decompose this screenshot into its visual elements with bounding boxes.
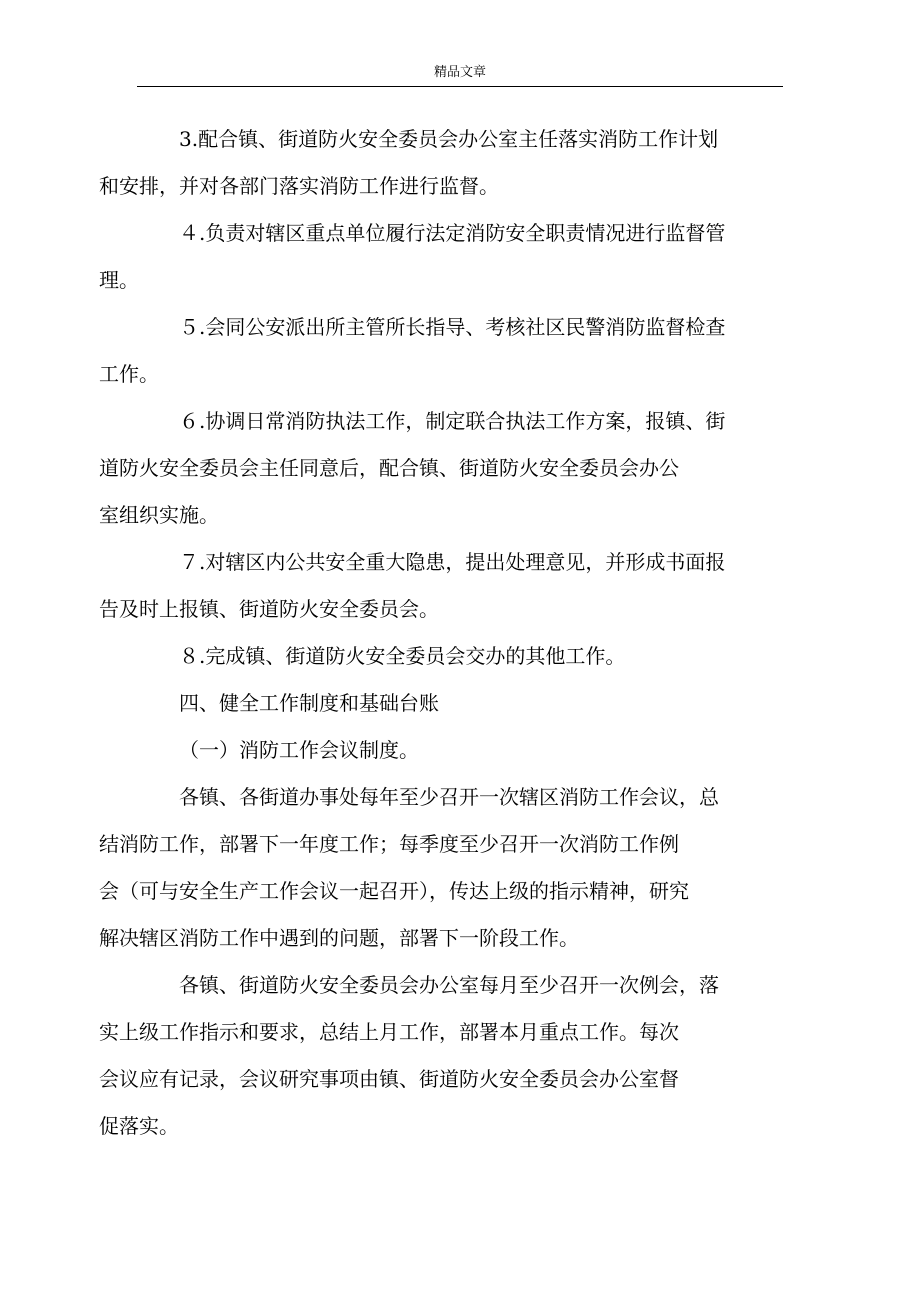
paragraph-line: 实上级工作指示和要求，总结上月工作，部署本月重点工作。每次	[99, 1020, 679, 1044]
paragraph-line: 3.配合镇、街道防火安全委员会办公室主任落实消防工作计划	[179, 127, 719, 151]
paragraph-line: 告及时上报镇、街道防火安全委员会。	[99, 597, 439, 621]
paragraph-line: 四、健全工作制度和基础台账	[179, 691, 439, 715]
paragraph-4	[99, 210, 781, 304]
subsection-heading-1	[139, 727, 781, 774]
paragraph-line: 会（可与安全生产工作会议一起召开），传达上级的指示精神，研究	[99, 879, 689, 903]
paragraph-meeting-annual	[99, 774, 781, 962]
document-body	[99, 116, 781, 1150]
paragraph-line: 会议应有记录，会议研究事项由镇、街道防火安全委员会办公室督	[99, 1067, 679, 1091]
paragraph-line: ４.负责对辖区重点单位履行法定消防安全职责情况进行监督管	[179, 221, 726, 245]
paragraph-line: 结消防工作，部署下一年度工作；每季度至少召开一次消防工作例	[99, 832, 679, 856]
paragraph-line: （一）消防工作会议制度。	[179, 738, 419, 762]
paragraph-3	[99, 116, 781, 210]
paragraph-line: 各镇、街道防火安全委员会办公室每月至少召开一次例会，落	[179, 973, 719, 997]
paragraph-meeting-monthly	[99, 962, 781, 1150]
paragraph-line: 解决辖区消防工作中遇到的问题，部署下一阶段工作。	[99, 926, 579, 950]
paragraph-line: 和安排，并对各部门落实消防工作进行监督。	[99, 174, 499, 198]
paragraph-line: 理。	[99, 268, 139, 292]
paragraph-line: 各镇、各街道办事处每年至少召开一次辖区消防工作会议，总	[179, 785, 719, 809]
paragraph-6	[99, 398, 781, 539]
paragraph-line: ８.完成镇、街道防火安全委员会交办的其他工作。	[179, 644, 626, 668]
paragraph-line: 促落实。	[99, 1114, 179, 1138]
paragraph-line: ７.对辖区内公共安全重大隐患，提出处理意见，并形成书面报	[179, 550, 726, 574]
paragraph-5	[99, 304, 781, 398]
paragraph-8	[139, 633, 781, 680]
page-header	[137, 64, 783, 87]
paragraph-line: 室组织实施。	[99, 503, 219, 527]
section-heading-4	[139, 680, 781, 727]
paragraph-line: ５.会同公安派出所主管所长指导、考核社区民警消防监督检查	[179, 315, 726, 339]
paragraph-7	[99, 539, 781, 633]
paragraph-line: 道防火安全委员会主任同意后，配合镇、街道防火安全委员会办公	[99, 456, 679, 480]
header-title: 精品文章	[433, 65, 486, 80]
paragraph-line: 工作。	[99, 362, 159, 386]
paragraph-line: ６.协调日常消防执法工作，制定联合执法工作方案，报镇、街	[179, 409, 726, 433]
